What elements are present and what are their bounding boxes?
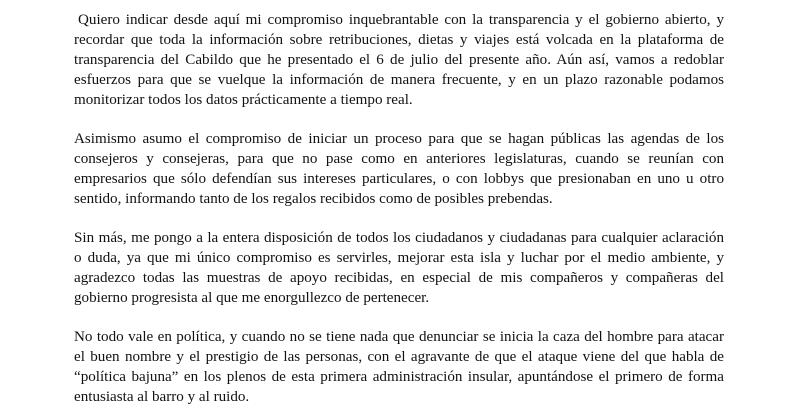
paragraph-transparency: Quiero indicar desde aquí mi compromiso inquebrantable con la transparencia y el gobierno abierto, y recordar que toda la información sobre retribuciones, dietas y viajes está volcada en la plataforma de transparencia del Cabildo que he presentado el 6 de julio del presente año. Aún así, vamos a redoblar esfuerzos para que se vuelque la información de manera frecuente, y en un plazo razonable podamos monitorizar todos los datos prácticamente a tiempo real. [74, 12, 724, 108]
paragraph-agendas: Asimismo asumo el compromiso de iniciar un proceso para que se hagan públicas las agendas de los consejeros y consejeras, para que no pase como en anteriores legislaturas, cuando se reunían con empresarios que sólo defendían sus intereses particulares, o con lobbys que presionaban en uno u otro sentido, informando tanto de los regalos recibidos como de posibles prebendas. [74, 131, 724, 207]
paragraph-disposition: Sin más, me pongo a la entera disposición de todos los ciudadanos y ciudadanas para cualquier aclaración o duda, ya que mi único compromiso es servirles, mejorar esta isla y luchar por el medio ambiente, y agradezco todas las muestras de apoyo recibidas, en especial de mis compañeros y compañeras del gobierno progresista al que me enorgullezco de pertenecer. [74, 230, 724, 306]
document-body [74, 10, 724, 407]
paragraph-politics: No todo vale en política, y cuando no se tiene nada que denunciar se inicia la caza del hombre para atacar el buen nombre y el prestigio de las personas, con el agravante de que el ataque viene del que habla de “política bajuna” en los plenos de esta primera administración insular, apuntándose el primero de forma entusiasta al barro y al ruido. [74, 329, 724, 405]
